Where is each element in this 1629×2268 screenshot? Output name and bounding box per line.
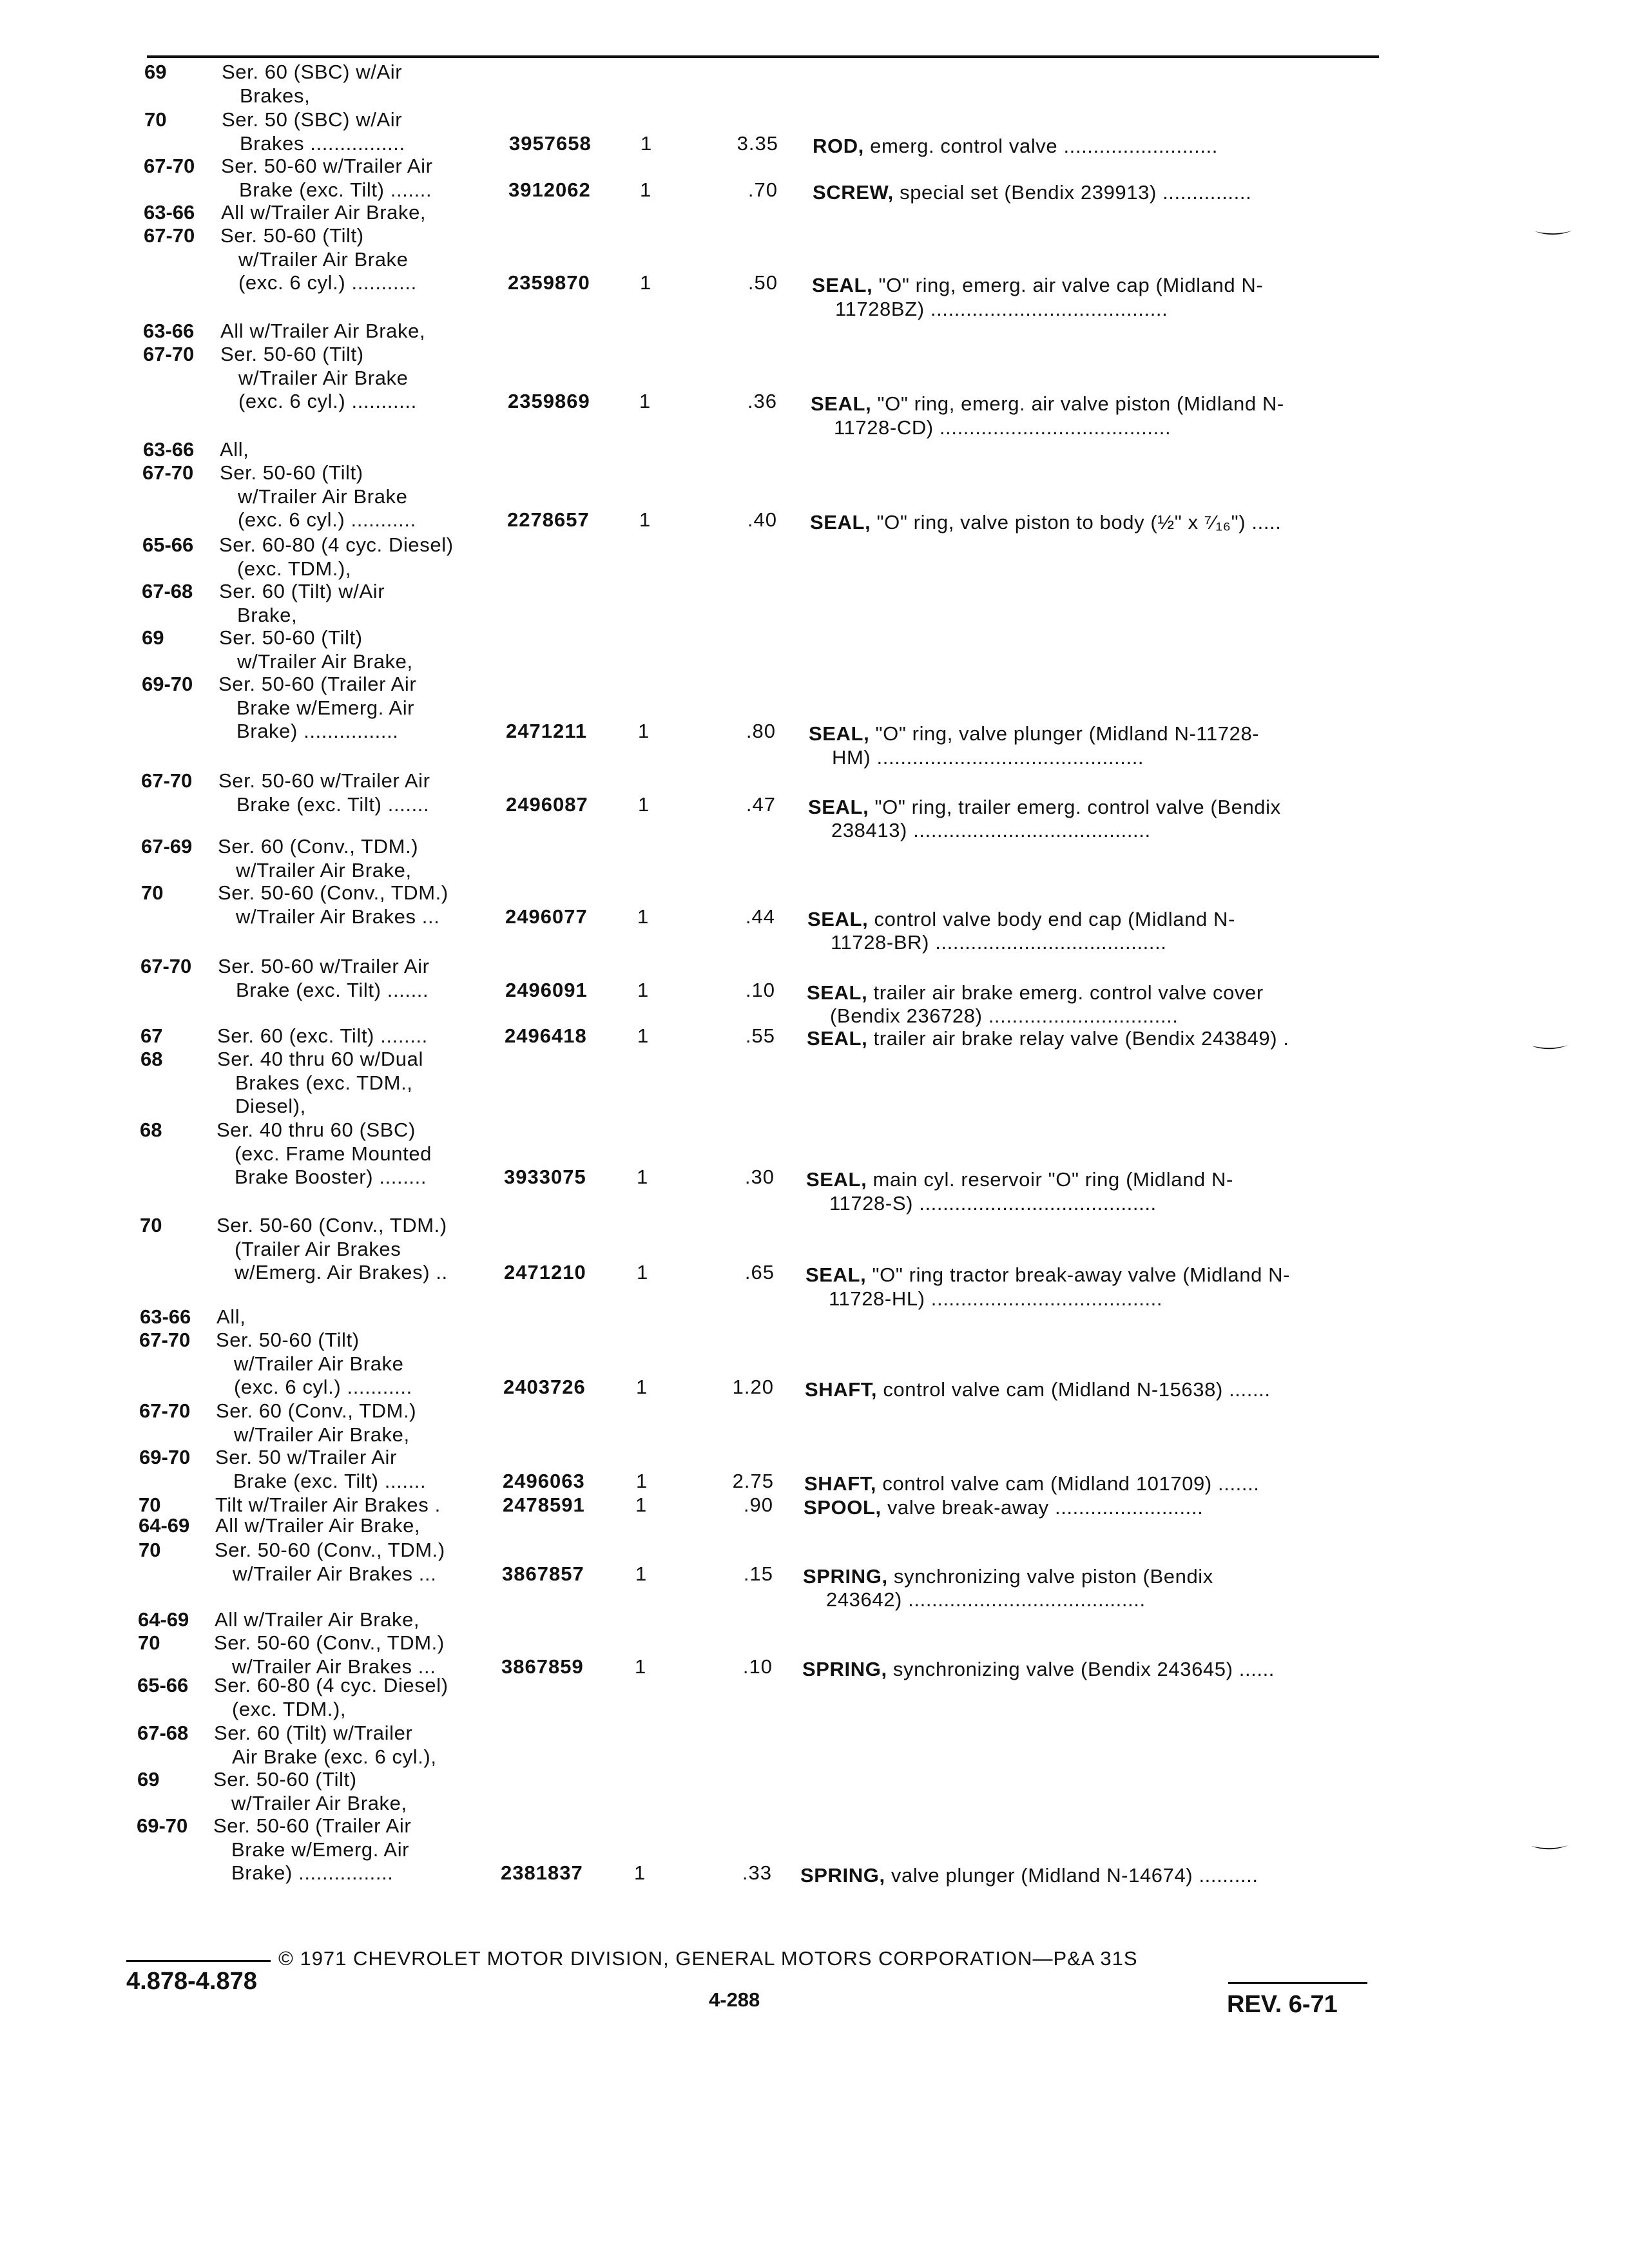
part-description-text: 243642) ........................................ [826,1588,1146,1611]
application-text: Brakes, [240,84,311,107]
model-years: 67-70 [141,769,193,792]
part-description-text: 11728BZ) ........................................ [835,297,1168,320]
part-description [813,135,1218,158]
part-number: 2496418 [505,1024,587,1047]
application-text: w/Trailer Air Brake [238,247,409,271]
part-description-text: "O" ring, trailer emerg. control valve (Bendix [874,795,1281,818]
part-number: 3912062 [508,178,591,201]
application-text: All, [217,1305,246,1328]
part-number: 2496087 [506,793,588,816]
part-name: SPRING, [803,1564,888,1588]
part-description [807,908,1235,931]
list-price: .70 [747,178,778,201]
list-price: .65 [744,1261,775,1284]
model-years: 65-66 [142,533,194,556]
part-description-text: valve break-away ......................... [887,1496,1204,1519]
application-text: w/Trailer Air Brake [238,485,408,508]
part-description [804,1496,1203,1519]
model-years: 64-69 [139,1514,190,1537]
part-description [826,1588,1146,1611]
model-years: 67-70 [142,461,194,484]
model-years: 64-69 [138,1608,189,1631]
part-description [807,1027,1289,1050]
quantity: 1 [636,1376,648,1399]
application-text: All w/Trailer Air Brake, [215,1514,421,1537]
application-text: Brakes ................ [240,131,405,155]
part-description [832,746,1144,769]
part-name: SPRING, [802,1657,887,1680]
application-text: Ser. 50-60 (Trailer Air [213,1814,412,1837]
footer-page-number: 4-288 [709,1988,760,2011]
part-description-text: HM) ............................................. [832,745,1144,769]
part-description-text: "O" ring tractor break-away valve (Midland N- [872,1264,1291,1287]
model-years: 70 [139,1539,161,1561]
model-years: 69-70 [137,1814,188,1837]
application-text: (exc. TDM.), [237,557,352,580]
part-name: SEAL, [812,274,873,297]
model-years: 70 [144,108,167,131]
part-number: 2381837 [501,1861,583,1885]
application-text: Ser. 50-60 (Conv., TDM.) [218,881,448,904]
application-text: Ser. 50-60 (Tilt) [216,1329,360,1351]
part-name: SEAL, [809,722,870,745]
application-text: Ser. 50-60 w/Trailer Air [218,955,430,977]
model-years: 67-68 [142,580,193,602]
list-price: .10 [745,978,775,1001]
application-text: Ser. 50-60 w/Trailer Air [221,155,433,177]
model-years: 70 [138,1631,160,1654]
model-years: 63-66 [143,438,195,461]
list-price: .50 [747,271,778,294]
part-number: 2359869 [508,390,590,413]
model-years: 63-66 [140,1305,191,1328]
application-text: Brake (exc. Tilt) ....... [233,1469,427,1492]
quantity: 1 [634,1861,646,1885]
part-number: 2496063 [503,1469,585,1492]
model-years: 67-68 [137,1722,189,1744]
application-text: w/Emerg. Air Brakes) .. [235,1261,448,1284]
application-text: w/Trailer Air Brake, [231,1791,407,1814]
quantity: 1 [635,1562,647,1585]
part-description [806,1168,1233,1191]
application-text: All w/Trailer Air Brake, [221,201,427,224]
application-text: w/Trailer Air Brakes ... [232,1655,436,1678]
part-description [834,416,1171,439]
quantity: 1 [635,1494,647,1516]
part-description-text: control valve body end cap (Midland N- [874,907,1235,930]
application-text: Brake, [237,603,298,626]
part-name: SEAL, [807,907,869,930]
application-text: Ser. 50-60 (Conv., TDM.) [214,1631,445,1654]
part-description-text: trailer air brake emerg. control valve cover [873,981,1264,1004]
application-text: Diesel), [235,1095,306,1118]
part-number: 2278657 [507,508,590,532]
application-text: (exc. TDM.), [232,1697,347,1720]
part-description-text: 11728-S) ........................................ [829,1191,1157,1215]
part-number: 2471210 [504,1261,586,1284]
list-price: .80 [746,720,776,743]
model-years: 70 [140,1214,162,1236]
part-description-text: main cyl. reservoir "O" ring (Midland N- [872,1168,1233,1191]
model-years: 69-70 [142,673,193,695]
model-years: 67-70 [144,224,195,247]
part-number: 2496091 [505,978,588,1001]
list-price: .15 [743,1562,773,1585]
part-description [810,511,1281,534]
part-name: ROD, [813,134,864,157]
part-description-text: synchronizing valve piston (Bendix [893,1564,1213,1588]
margin-mark-icon [1530,1044,1570,1053]
application-text: (exc. 6 cyl.) ........... [234,1376,412,1399]
part-description [835,298,1168,321]
model-years: 67-70 [140,955,192,977]
part-description-text: (Bendix 236728) ................................ [830,1004,1179,1028]
application-text: w/Trailer Air Brakes ... [233,1562,437,1585]
application-text: w/Trailer Air Brake, [237,649,413,673]
part-number: 3867857 [502,1562,584,1585]
footer-rule-left [126,1960,271,1962]
application-text: Brake w/Emerg. Air [236,696,415,719]
list-price: .90 [743,1494,773,1516]
part-number: 2403726 [503,1376,586,1399]
part-description [805,1378,1271,1401]
application-text: Ser. 50 (SBC) w/Air [222,108,403,131]
application-text: Ser. 60 (Conv., TDM.) [218,835,419,858]
application-text: Ser. 50-60 (Conv., TDM.) [217,1214,447,1236]
quantity: 1 [640,178,651,201]
part-description-text: control valve cam (Midland 101709) ....... [882,1472,1260,1495]
application-text: Ser. 50-60 (Tilt) [219,626,363,649]
part-number: 2496077 [505,905,588,928]
application-text: Ser. 50-60 (Trailer Air [218,673,417,695]
application-text: (exc. 6 cyl.) ........... [238,508,416,532]
part-description [809,722,1259,745]
part-description [813,181,1251,204]
application-text: Tilt w/Trailer Air Brakes . [215,1494,441,1516]
application-text: Brake) ................ [231,1861,394,1885]
model-years: 67-70 [144,155,195,177]
application-text: Brake w/Emerg. Air [231,1838,410,1861]
quantity: 1 [637,905,649,928]
list-price: .47 [746,793,776,816]
part-description [802,1658,1275,1681]
part-description-text: 11728-BR) ....................................... [831,931,1167,954]
part-description [831,819,1151,842]
list-price: .33 [742,1861,772,1885]
part-number: 2478591 [503,1494,585,1516]
part-description-text: 11728-CD) ....................................... [834,416,1171,439]
list-price: .10 [742,1655,773,1678]
part-description [830,1004,1179,1028]
model-years: 67-69 [141,835,193,858]
application-text: Ser. 50-60 (Tilt) [220,224,364,247]
application-text: All w/Trailer Air Brake, [215,1608,420,1631]
part-name: SCREW, [813,180,894,204]
application-text: Ser. 60-80 (4 cyc. Diesel) [219,533,454,556]
part-name: SEAL, [808,795,869,818]
model-years: 69-70 [139,1446,191,1468]
part-name: SHAFT, [805,1378,878,1401]
list-price: 1.20 [732,1376,774,1399]
application-text: Brake) ................ [236,720,399,743]
part-number: 2359870 [508,271,590,294]
application-text: Brake (exc. Tilt) ....... [236,978,429,1001]
application-text: Ser. 60 (SBC) w/Air [222,61,403,83]
part-description-text: "O" ring, emerg. air valve cap (Midland N- [878,274,1264,297]
part-name: SPRING, [800,1864,885,1887]
model-years: 69 [144,61,167,83]
part-description [829,1287,1162,1311]
part-description-text: 11728-HL) ....................................... [829,1287,1163,1310]
footer-revision: REV. 6-71 [1227,1991,1338,2018]
application-text: Ser. 40 thru 60 w/Dual [217,1048,423,1070]
list-price: .30 [744,1166,775,1189]
application-text: Ser. 60 (exc. Tilt) ........ [217,1024,428,1047]
part-number: 3933075 [504,1166,586,1189]
part-description-text: trailer air brake relay valve (Bendix 243849) . [873,1027,1289,1050]
application-text: Ser. 40 thru 60 (SBC) [217,1119,416,1141]
application-text: All w/Trailer Air Brake, [220,320,426,342]
application-text: Ser. 50-60 w/Trailer Air [218,769,430,792]
model-years: 69 [142,626,164,649]
application-text: Brake Booster) ........ [235,1166,427,1189]
margin-mark-icon [1530,1844,1570,1853]
quantity: 1 [637,978,649,1001]
model-years: 67-70 [139,1399,191,1422]
model-years: 67-70 [139,1329,191,1351]
part-description [831,931,1167,954]
list-price: .36 [747,390,777,413]
part-description [803,1565,1213,1588]
part-description [808,796,1281,819]
part-description [800,1864,1258,1887]
application-text: Air Brake (exc. 6 cyl.), [232,1745,437,1768]
model-years: 67-70 [143,343,195,365]
part-description [807,981,1264,1004]
part-description [812,274,1263,297]
part-name: SEAL, [807,1027,868,1050]
application-text: Brake (exc. Tilt) ....... [239,178,432,201]
application-text: w/Trailer Air Brake, [236,858,412,881]
application-text: Ser. 60 (Conv., TDM.) [216,1399,417,1422]
part-description-text: synchronizing valve (Bendix 243645) ...... [892,1657,1275,1680]
application-text: Brake (exc. Tilt) ....... [236,793,430,816]
part-name: SEAL, [805,1264,867,1287]
part-number: 2471211 [506,720,587,743]
application-text: w/Trailer Air Brake [234,1352,404,1375]
part-name: SPOOL, [804,1496,882,1519]
part-name: SEAL, [811,392,872,416]
application-text: Ser. 60 (Tilt) w/Trailer [214,1722,413,1744]
quantity: 1 [637,1261,648,1284]
list-price: .55 [745,1024,775,1047]
quantity: 1 [636,1469,648,1492]
model-years: 68 [140,1119,162,1141]
model-years: 63-66 [143,320,195,342]
application-text: Ser. 60-80 (4 cyc. Diesel) [214,1674,448,1696]
footer-copyright: © 1971 CHEVROLET MOTOR DIVISION, GENERAL MOTORS CORPORATION—P&A 31S [278,1947,1138,1970]
model-years: 68 [140,1048,163,1070]
list-price: 3.35 [737,131,778,155]
application-text: Ser. 50-60 (Tilt) [213,1768,357,1791]
part-description-text: "O" ring, valve plunger (Midland N-11728- [875,722,1260,745]
application-text: (exc. 6 cyl.) ........... [238,390,417,413]
list-price: .44 [745,905,775,928]
part-description-text: control valve cam (Midland N-15638) ....... [883,1378,1271,1401]
list-price: .40 [747,508,777,532]
quantity: 1 [641,131,652,155]
model-years: 65-66 [137,1674,189,1696]
model-years: 63-66 [144,201,195,224]
part-description [829,1192,1157,1215]
application-text: (exc. Frame Mounted [235,1142,432,1165]
application-text: Brakes (exc. TDM., [235,1071,413,1094]
footer-rule-right [1228,1982,1367,1984]
part-name: SEAL, [807,981,868,1004]
part-name: SEAL, [810,511,871,534]
application-text: (exc. 6 cyl.) ........... [238,271,417,294]
part-number: 3867859 [501,1655,584,1678]
application-text: w/Trailer Air Brake [238,366,409,389]
part-number: 3957658 [509,131,592,155]
quantity: 1 [640,271,651,294]
part-description-text: emerg. control valve .......................... [870,134,1218,157]
quantity: 1 [638,720,650,743]
model-years: 69 [137,1768,160,1791]
margin-mark-icon [1534,229,1574,238]
application-text: w/Trailer Air Brake, [234,1423,410,1446]
quantity: 1 [637,1024,649,1047]
application-text: Ser. 50 w/Trailer Air [215,1446,397,1468]
part-description [805,1264,1290,1287]
application-text: Ser. 50-60 (Tilt) [220,343,364,365]
application-text: Ser. 50-60 (Conv., TDM.) [215,1539,445,1561]
application-text: All, [220,438,249,461]
model-years: 70 [139,1494,161,1516]
top-rule [147,55,1379,58]
quantity: 1 [639,390,651,413]
part-description-text: "O" ring, emerg. air valve piston (Midland N- [877,392,1284,416]
part-name: SEAL, [806,1168,867,1191]
part-description-text: 238413) ........................................ [831,819,1151,842]
list-price: 2.75 [732,1469,774,1492]
part-description-text: "O" ring, valve piston to body (½" x ⁷⁄₁₆") ..... [876,511,1282,534]
application-text: Ser. 60 (Tilt) w/Air [219,580,385,602]
quantity: 1 [639,508,651,532]
part-description-text: special set (Bendix 239913) ............... [900,180,1252,204]
application-text: w/Trailer Air Brakes ... [236,905,440,928]
footer-code: 4.878-4.878 [126,1968,257,1995]
quantity: 1 [635,1655,646,1678]
model-years: 70 [141,881,164,904]
application-text: Ser. 50-60 (Tilt) [220,461,363,484]
part-description [804,1472,1260,1495]
model-years: 67 [140,1024,163,1047]
quantity: 1 [638,793,650,816]
part-description-text: valve plunger (Midland N-14674) .......... [891,1864,1258,1887]
application-text: (Trailer Air Brakes [235,1237,401,1260]
part-description [811,392,1284,416]
quantity: 1 [637,1166,648,1189]
part-name: SHAFT, [804,1472,877,1495]
